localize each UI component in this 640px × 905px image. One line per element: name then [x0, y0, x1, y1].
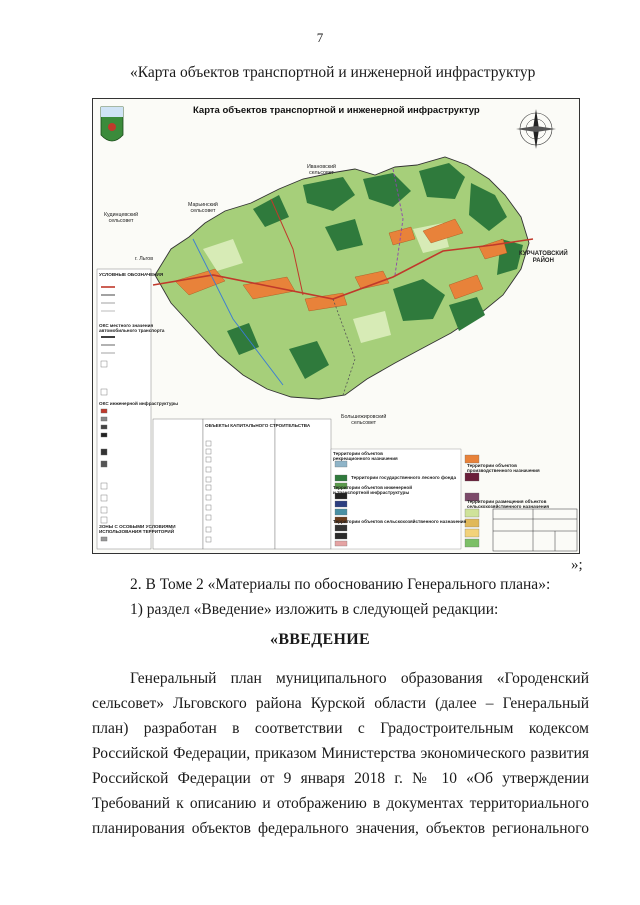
body-line: план) разработан в соответствии с Градостроительным кодексом — [92, 720, 589, 737]
legend-right — [331, 449, 479, 549]
label-kudintsevo: Кудинцевский сельсовет — [103, 212, 139, 224]
legend-industry: Территории объектов производственного назначения — [467, 463, 540, 473]
body-line: сельсовет» Льговского района Курской области (далее – Генеральный — [92, 695, 589, 712]
infrastructure-map — [92, 98, 580, 554]
body-line: Российской Федерации, приказом Министерства экономического развития — [92, 745, 589, 762]
title-block — [493, 509, 577, 551]
legend-placement: Территории размещения объектов сельскохозяйственного назначения — [467, 499, 550, 509]
label-marmyzhi: Марьинский сельсовет — [188, 202, 218, 214]
amend-line-2: 1) раздел «Введение» изложить в следующей редакции: — [130, 601, 499, 618]
quote-close: »; — [571, 557, 583, 573]
legend-engineering: ОКС инженерной инфраструктуры — [99, 401, 179, 406]
legend-zones: ЗОНЫ С ОСОБЫМИ УСЛОВИЯМИ ИСПОЛЬЗОВАНИЯ ТЕРРИТОРИЙ — [99, 524, 176, 534]
label-bolshezhirovsky: Большежировский сельсовет — [341, 414, 387, 426]
section-heading: «ВВЕДЕНИЕ — [270, 631, 370, 648]
compass-rose-icon — [516, 109, 556, 149]
body-line: Генеральный план муниципального образования «Городенский — [130, 670, 589, 687]
legend-conventions: УСЛОВНЫЕ ОБОЗНАЧЕНИЯ — [99, 272, 164, 277]
coat-of-arms-icon — [101, 107, 123, 141]
page-number: 7 — [316, 30, 324, 45]
body-line: Требований к описанию и отображению в документах территориального — [92, 795, 589, 812]
legend-special: Территории объектов инженерной и транспортной инфраструктуры — [333, 485, 413, 495]
label-ivanovsky: Ивановский сельсовет — [307, 164, 337, 176]
legend-transport: ОКС местного значения автомобильного транспорта — [99, 323, 165, 333]
map-title: Карта объектов транспортной и инженерной инфраструктур — [193, 105, 480, 116]
map-caption: «Карта объектов транспортной и инженерной инфраструктур — [130, 64, 536, 81]
label-lgov: г. Льгов — [135, 256, 154, 262]
body-line: планирования объектов федерального значения, объектов регионального — [92, 820, 589, 837]
legend-agri: Территории объектов сельскохозяйственного назначения — [333, 519, 467, 524]
amend-line-1: 2. В Томе 2 «Материалы по обоснованию Генерального плана»: — [130, 576, 551, 593]
label-kurchatov: КУРЧАТОВСКИЙ РАЙОН — [519, 251, 568, 264]
legend-capital: ОБЪЕКТЫ КАПИТАЛЬНОГО СТРОИТЕЛЬСТВА — [205, 423, 311, 428]
legend-forest: Территории государственного лесного фонда — [351, 475, 457, 480]
legend-middle — [153, 419, 331, 549]
body-line: Российской Федерации от 9 января 2018 г. № 10 «Об утверждении — [92, 770, 589, 787]
legend-left — [97, 269, 151, 549]
legend-recreation: Территории объектов рекреационного назначения — [333, 451, 398, 461]
